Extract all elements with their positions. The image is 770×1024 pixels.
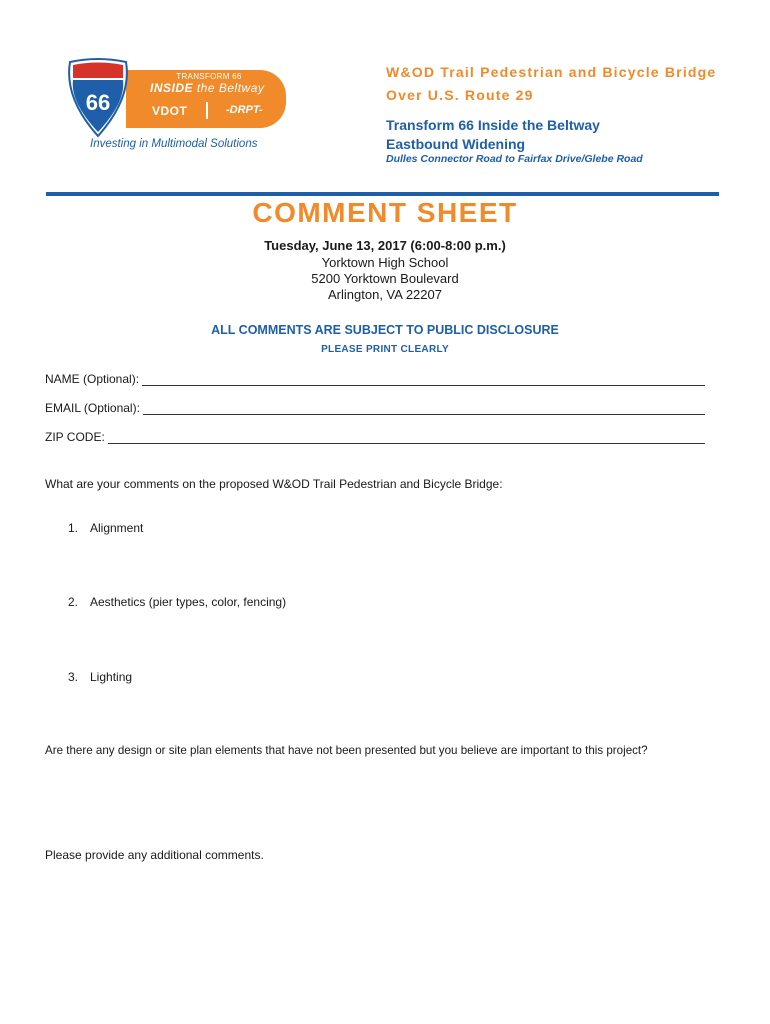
logo-divider: [206, 102, 208, 119]
project-title-line2: Over U.S. Route 29: [386, 87, 534, 103]
comments-question: What are your comments on the proposed W&OD Trail Pedestrian and Bicycle Bridge:: [45, 477, 503, 491]
name-label: NAME (Optional):: [45, 372, 140, 386]
transform66-logo: [66, 54, 291, 154]
item-label: Alignment: [90, 521, 144, 535]
disclosure-notice: ALL COMMENTS ARE SUBJECT TO PUBLIC DISCLOSURE: [211, 323, 559, 337]
list-item: [68, 670, 133, 684]
program-title-line1: Transform 66 Inside the Beltway: [386, 117, 600, 133]
project-title-line1: W&OD Trail Pedestrian and Bicycle Bridge: [386, 64, 717, 80]
list-item: [68, 595, 287, 609]
logo-tagline: Investing in Multimodal Solutions: [90, 138, 258, 150]
meeting-venue: Yorktown High School: [321, 255, 449, 270]
name-input-line[interactable]: [142, 374, 705, 386]
email-label: EMAIL (Optional):: [45, 401, 140, 415]
print-note: PLEASE PRINT CLEARLY: [321, 344, 449, 355]
interstate-shield-icon: [66, 58, 130, 138]
drpt-logo: -DRPT-: [226, 104, 263, 116]
meeting-address: 5200 Yorktown Boulevard: [311, 271, 459, 286]
zip-input-line[interactable]: [108, 432, 705, 444]
page-title: COMMENT SHEET: [252, 197, 518, 228]
item-label: Lighting: [90, 670, 133, 684]
item-number: 1.: [68, 521, 79, 535]
meeting-date: Tuesday, June 13, 2017 (6:00-8:00 p.m.): [264, 238, 506, 253]
zip-field[interactable]: [45, 430, 705, 444]
item-label: Aesthetics (pier types, color, fencing): [90, 595, 287, 609]
meeting-city: Arlington, VA 22207: [328, 287, 442, 302]
item-number: 3.: [68, 670, 79, 684]
design-question: Are there any design or site plan elements that have not been presented but you believe are important to this project?: [45, 744, 648, 757]
vdot-logo: VDOT: [152, 104, 188, 118]
item-number: 2.: [68, 595, 79, 609]
logo-line2: INSIDE the Beltway: [150, 81, 265, 95]
header-divider: [46, 192, 719, 196]
route-number: 66: [85, 90, 111, 115]
email-field[interactable]: [45, 401, 705, 415]
additional-comments-prompt: Please provide any additional comments.: [45, 848, 264, 862]
list-item: [68, 521, 144, 535]
name-field[interactable]: [45, 372, 705, 386]
program-title-line2: Eastbound Widening: [386, 136, 526, 152]
logo-line1: TRANSFORM 66: [176, 72, 242, 81]
email-input-line[interactable]: [143, 403, 705, 415]
zip-label: ZIP CODE:: [45, 430, 105, 444]
segment-subtitle: Dulles Connector Road to Fairfax Drive/Glebe Road: [386, 153, 643, 165]
